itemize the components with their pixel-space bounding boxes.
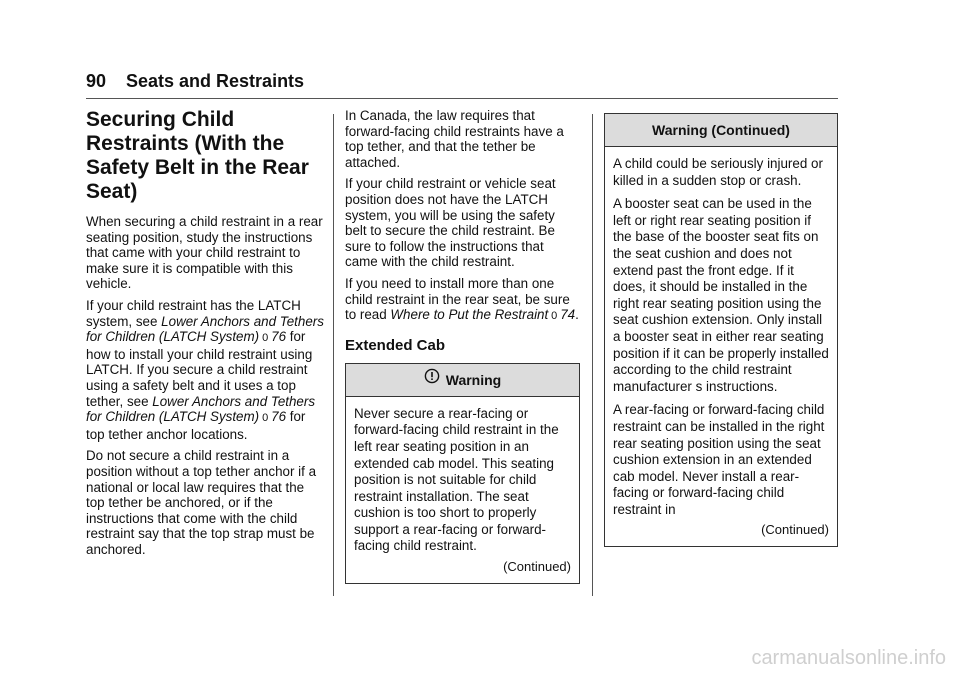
section-heading: Securing Child Restraints (With the Safety Belt in the Rear Seat): [86, 108, 309, 203]
warning-body: [346, 397, 579, 583]
latch-text-mid: for how to install your child restraint using LATCH. If you secure a child restraint using a safety belt and it uses a top tether, see: [86, 329, 313, 409]
page-number: 90: [86, 71, 107, 91]
warning-booster-text: A booster seat can be used in the left or right rear seating position if the base of the booster seat fits on the seat cushion and does not extend past the front edge. If it does, it should be installed in the right rear seating position using the seat cushion extension. Only install a booster seat in either rear seating position if it can be properly installed according to the child restraint manufacturer s instructions.: [613, 196, 829, 394]
chapter-title: Seats and Restraints: [126, 71, 305, 91]
multi-text-pre: If you need to install more than one child restraint in the rear seat, be sure to read: [345, 275, 570, 323]
warning-title-bar: [346, 364, 579, 397]
no-latch-paragraph: If your child restraint or vehicle seat position does not have the LATCH system, you will be using the safety belt to secure the child restraint. Be sure to follow the instructions that came with the child restraint.: [345, 176, 556, 270]
column-divider-1: [333, 114, 334, 596]
page-ref-1[interactable]: 76: [271, 329, 287, 345]
warning-continued-title: Warning (Continued): [652, 122, 790, 138]
page-ref-3[interactable]: 74: [560, 307, 576, 323]
warning-install-text: A rear-facing or forward-facing child restraint can be installed in the right rear seating position using the seat cushion extension in an extended cab model. Never install a rear-facing or forward-facing child restraint in: [613, 402, 825, 517]
where-to-put-link[interactable]: Where to Put the Restraint: [390, 307, 549, 323]
extended-cab-heading: Extended Cab: [345, 336, 446, 354]
multiple-restraints-paragraph: [345, 276, 580, 325]
header-divider: [86, 98, 838, 99]
intro-paragraph: When securing a child restraint in a rear seating position, study the instructions that came with your child restraint to make sure it is compatible with this vehicle.: [86, 214, 323, 292]
tether-paragraph: Do not secure a child restraint in a position without a top tether anchor if a national or local law requires that the top tether be anchored, or if the instructions that come with the child restraint say that the top strap must be anchored.: [86, 448, 317, 557]
page-ref-icon: 0: [551, 310, 558, 323]
canada-paragraph: In Canada, the law requires that forward-facing child restraints have a top tether, and that the tether be attached.: [345, 108, 564, 170]
multi-text-post: .: [575, 307, 579, 323]
warning-title: Warning: [445, 371, 502, 388]
column-1: [86, 108, 324, 563]
column-divider-2: [592, 114, 593, 596]
warning-icon: [424, 363, 440, 395]
page-ref-2[interactable]: 76: [271, 409, 287, 425]
warning-injury-text: A child could be seriously injured or killed in a sudden stop or crash.: [613, 156, 823, 188]
column-2: [345, 108, 580, 584]
continued-label: (Continued): [761, 522, 829, 538]
column-3: [604, 108, 838, 547]
warning-title-bar: [605, 114, 837, 147]
warning-body: [605, 147, 837, 546]
watermark: carmanualsonline.info: [751, 647, 946, 669]
page-ref-icon: 0: [262, 332, 269, 345]
warning-box: [345, 363, 580, 584]
latch-text-post: for top tether anchor locations.: [86, 409, 306, 442]
latch-link-1[interactable]: Lower Anchors and Tethers for Children (LATCH System): [86, 313, 324, 345]
latch-paragraph: [86, 298, 324, 442]
warning-box-continued: [604, 113, 838, 547]
latch-text-pre: If your child restraint has the LATCH system, see: [86, 297, 301, 329]
page-ref-icon: 0: [262, 412, 269, 425]
warning-text: Never secure a rear-facing or forward-facing child restraint in the left rear seating position in an extended cab model. This seating position is not suitable for child restraint installation. The seat cushion is too short to properly support a rear-facing or forward-facing child restraint.: [354, 405, 559, 554]
continued-label: (Continued): [503, 559, 571, 575]
page-header: [86, 70, 838, 92]
latch-link-2[interactable]: Lower Anchors and Tethers for Children (LATCH System): [86, 393, 316, 425]
